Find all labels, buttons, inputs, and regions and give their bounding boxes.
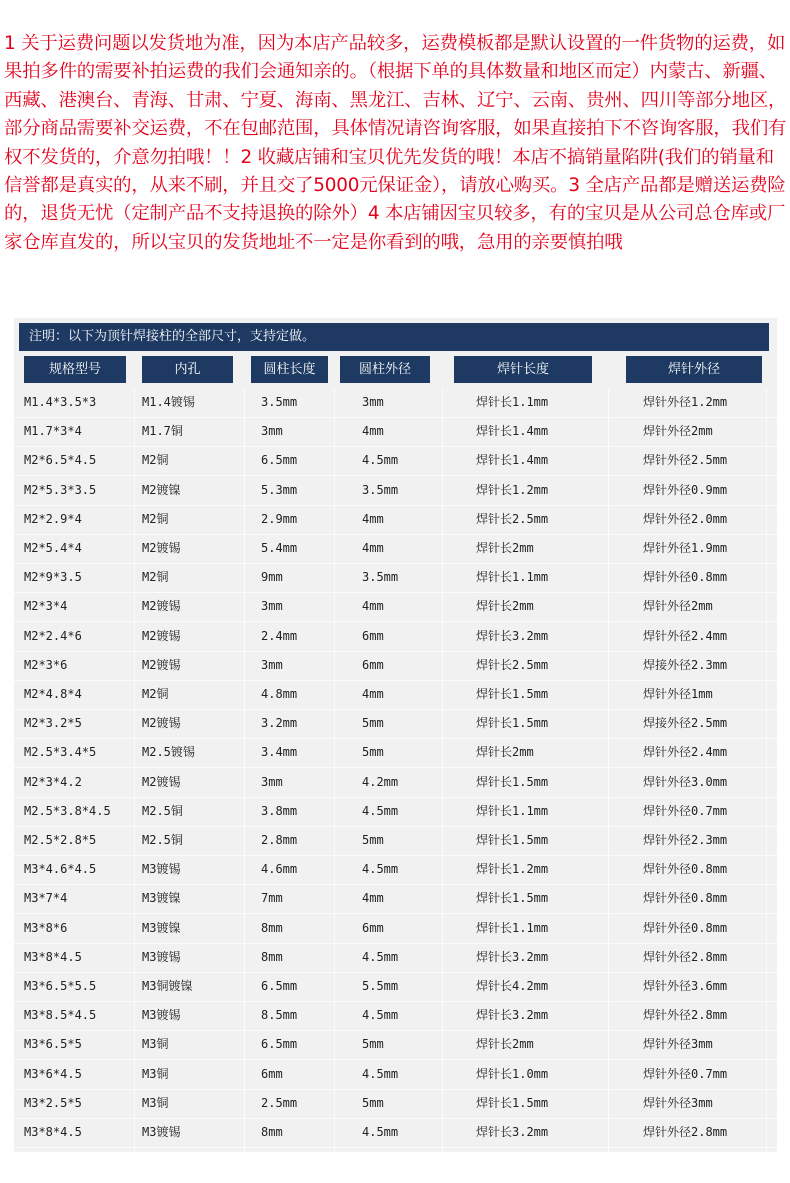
cell-pin-length: 焊针长1.5mm xyxy=(476,891,549,906)
cell-pin-length: 焊针长3.2mm xyxy=(476,1008,549,1023)
table-row xyxy=(14,826,777,856)
cell-pin-diameter: 焊针外径0.8mm xyxy=(643,570,728,585)
shipping-notice: 1 关于运费问题以发货地为准，因为本店产品较多，运费模板都是默认设置的一件货物的运费，如果拍多件的需要补拍运费的我们会通知亲的。（根据下单的具体数量和地区而定）内蒙古、新疆、西藏、港澳台、青海、甘肃、宁夏、海南、黑龙江、吉林、辽宁、云南、贵州、四川等部分地区，部分商品需要补交运费，不在包邮范围，具体情况请咨询客服，如果直接拍下不咨询客服，我们有权不发货的，介意勿拍哦！！2 收藏店铺和宝贝优先发货的哦！本店不搞销量陷阱(我们的销量和信誉都是真实的，从来不刷，并且交了5000元保证金），请放心购买。3 全店产品都是赠送运费险的，退货无忧（定制产品不支持退换的除外）4 本店铺因宝贝较多，有的宝贝是从公司总仓库或厂家仓库直发的，所以宝贝的发货地址不一定是你看到的哦，急用的亲要慎拍哦 xyxy=(4,33,787,253)
cell-pin-length: 焊针长4.2mm xyxy=(476,979,549,993)
cell-cylinder-length: 3.8mm xyxy=(261,803,298,818)
cell-model: M2*9*3.5 xyxy=(24,570,82,585)
cell-model: M1.4*3.5*3 xyxy=(24,395,97,409)
table-row xyxy=(14,972,777,1002)
table-row xyxy=(14,768,777,798)
cell-pin-length: 焊针长1.5mm xyxy=(476,716,549,731)
table-row xyxy=(14,1089,777,1119)
cell-pin-diameter: 焊针外径2.5mm xyxy=(643,453,728,468)
cell-cylinder-length: 4.8mm xyxy=(261,687,298,701)
cell-pin-length: 焊针长1.2mm xyxy=(476,862,549,877)
cell-inner-hole: M2铜 xyxy=(142,570,169,585)
cell-cylinder-length: 4.6mm xyxy=(261,862,298,877)
cell-pin-diameter: 焊针外径1mm xyxy=(643,687,713,701)
cell-pin-length: 焊针长1.1mm xyxy=(476,803,549,818)
cell-pin-length: 焊针长1.4mm xyxy=(476,424,549,439)
cell-cylinder-length: 2.5mm xyxy=(261,1095,298,1110)
cell-model: M3*6*4.5 xyxy=(24,1066,82,1081)
table-note-banner: 注明：以下为顶针焊接柱的全部尺寸，支持定做。 xyxy=(19,323,769,351)
cell-inner-hole: M2镀锡 xyxy=(142,774,181,789)
cell-model: M3*6.5*5 xyxy=(24,1037,82,1052)
cell-pin-diameter: 焊针外径2.4mm xyxy=(643,628,728,643)
cell-cylinder-diameter: 5mm xyxy=(362,745,384,760)
cell-pin-diameter: 焊针外径0.7mm xyxy=(643,803,728,818)
cell-model: M2*5.3*3.5 xyxy=(24,482,97,497)
cell-cylinder-diameter: 6mm xyxy=(362,628,384,643)
cell-pin-length: 焊针长1.1mm xyxy=(476,920,549,935)
cell-pin-length: 焊针长1.0mm xyxy=(476,1066,549,1081)
cell-inner-hole: M3镀镍 xyxy=(142,920,181,935)
cell-cylinder-length: 6mm xyxy=(261,1066,283,1081)
cell-cylinder-length: 7mm xyxy=(261,891,283,906)
cell-pin-diameter: 焊针外径0.8mm xyxy=(643,920,728,935)
cell-pin-length: 焊针长1.5mm xyxy=(476,833,549,847)
cell-model: M2*5.4*4 xyxy=(24,541,82,555)
cell-pin-diameter: 焊针外径2mm xyxy=(643,599,713,614)
cell-cylinder-diameter: 4mm xyxy=(362,687,384,701)
table-header xyxy=(14,356,777,383)
cell-pin-length: 焊针长3.2mm xyxy=(476,628,549,643)
cell-inner-hole: M1.4镀锡 xyxy=(142,395,195,409)
cell-pin-diameter: 焊针外径0.8mm xyxy=(643,862,728,877)
header-model: 规格型号 xyxy=(24,356,126,383)
cell-inner-hole: M2铜 xyxy=(142,511,169,526)
table-row xyxy=(14,388,777,418)
cell-model: M3*8*4.5 xyxy=(24,1125,82,1139)
cell-cylinder-length: 6.5mm xyxy=(261,1037,298,1052)
cell-cylinder-diameter: 3.5mm xyxy=(362,482,399,497)
table-row xyxy=(14,651,777,681)
cell-cylinder-diameter: 4.5mm xyxy=(362,862,399,877)
cell-inner-hole: M2.5镀锡 xyxy=(142,745,195,760)
cell-pin-diameter: 焊针外径3.0mm xyxy=(643,774,728,789)
table-row xyxy=(14,563,777,593)
table-row xyxy=(14,622,777,652)
cell-inner-hole: M3镀锡 xyxy=(142,949,181,964)
table-row xyxy=(14,1001,777,1031)
cell-model: M2*2.9*4 xyxy=(24,511,82,526)
cell-inner-hole: M3镀镍 xyxy=(142,891,181,906)
cell-cylinder-length: 2.4mm xyxy=(261,628,298,643)
cell-pin-diameter: 焊针外径1.9mm xyxy=(643,541,728,555)
cell-cylinder-length: 3mm xyxy=(261,657,283,672)
cell-inner-hole: M2铜 xyxy=(142,687,169,701)
table-row xyxy=(14,534,777,564)
cell-model: M2*3*4 xyxy=(24,599,68,614)
cell-pin-length: 焊针长3.2mm xyxy=(476,1125,549,1139)
cell-cylinder-length: 6.5mm xyxy=(261,979,298,993)
cell-model: M2*3*4.2 xyxy=(24,774,82,789)
cell-inner-hole: M2镀锡 xyxy=(142,599,181,614)
table-row xyxy=(14,709,777,739)
cell-model: M2.5*2.8*5 xyxy=(24,833,97,847)
cell-pin-diameter: 焊针外径3mm xyxy=(643,1095,713,1110)
cell-pin-length: 焊针长1.5mm xyxy=(476,687,549,701)
cell-pin-diameter: 焊针外径2.4mm xyxy=(643,745,728,760)
cell-model: M3*8*6 xyxy=(24,920,68,935)
cell-cylinder-length: 3mm xyxy=(261,424,283,439)
cell-pin-diameter: 焊针外径2mm xyxy=(643,424,713,439)
table-row xyxy=(14,446,777,476)
cell-model: M2.5*3.8*4.5 xyxy=(24,803,111,818)
cell-model: M2*4.8*4 xyxy=(24,687,82,701)
cell-cylinder-diameter: 4mm xyxy=(362,541,384,555)
cell-pin-diameter: 焊针外径2.8mm xyxy=(643,1008,728,1023)
cell-cylinder-length: 2.9mm xyxy=(261,511,298,526)
header-pin-diameter: 焊针外径 xyxy=(626,356,762,383)
cell-model: M2*3.2*5 xyxy=(24,716,82,731)
cell-cylinder-diameter: 5mm xyxy=(362,1037,384,1052)
cell-pin-length: 焊针长1.1mm xyxy=(476,395,549,409)
cell-cylinder-length: 8mm xyxy=(261,949,283,964)
cell-pin-diameter: 焊针外径3.6mm xyxy=(643,979,728,993)
cell-cylinder-length: 3.2mm xyxy=(261,716,298,731)
cell-inner-hole: M2镀锡 xyxy=(142,716,181,731)
table-row xyxy=(14,505,777,535)
cell-cylinder-diameter: 4mm xyxy=(362,599,384,614)
cell-inner-hole: M1.7铜 xyxy=(142,424,183,439)
cell-model: M2*6.5*4.5 xyxy=(24,453,97,468)
cell-cylinder-length: 3mm xyxy=(261,599,283,614)
cell-pin-diameter: 焊接外径2.3mm xyxy=(643,657,728,672)
cell-cylinder-diameter: 6mm xyxy=(362,657,384,672)
table-row xyxy=(14,884,777,914)
cell-cylinder-diameter: 4mm xyxy=(362,424,384,439)
cell-cylinder-diameter: 4.5mm xyxy=(362,453,399,468)
cell-inner-hole: M3铜 xyxy=(142,1095,169,1110)
header-cylinder-diameter: 圆柱外径 xyxy=(340,356,430,383)
table-row xyxy=(14,1118,777,1148)
cell-model: M2*2.4*6 xyxy=(24,628,82,643)
cell-pin-length: 焊针长1.5mm xyxy=(476,1095,549,1110)
table-row xyxy=(14,680,777,710)
cell-pin-length: 焊针长1.2mm xyxy=(476,482,549,497)
cell-cylinder-length: 5.3mm xyxy=(261,482,298,497)
table-row xyxy=(14,1030,777,1060)
cell-cylinder-length: 3.4mm xyxy=(261,745,298,760)
cell-inner-hole: M2.5铜 xyxy=(142,833,183,847)
cell-cylinder-length: 3.5mm xyxy=(261,395,298,409)
cell-cylinder-diameter: 4.5mm xyxy=(362,949,399,964)
cell-pin-diameter: 焊针外径2.3mm xyxy=(643,833,728,847)
cell-cylinder-length: 8mm xyxy=(261,1125,283,1139)
cell-pin-length: 焊针长2mm xyxy=(476,541,534,555)
cell-model: M3*2.5*5 xyxy=(24,1095,82,1110)
cell-cylinder-diameter: 3mm xyxy=(362,395,384,409)
cell-cylinder-diameter: 4mm xyxy=(362,511,384,526)
cell-inner-hole: M3镀锡 xyxy=(142,1008,181,1023)
cell-model: M2.5*3.4*5 xyxy=(24,745,97,760)
cell-cylinder-diameter: 4.5mm xyxy=(362,803,399,818)
cell-cylinder-diameter: 4.5mm xyxy=(362,1125,399,1139)
cell-cylinder-diameter: 6mm xyxy=(362,920,384,935)
cell-inner-hole: M2镀锡 xyxy=(142,541,181,555)
table-row xyxy=(14,738,777,768)
table-row xyxy=(14,592,777,622)
cell-pin-length: 焊针长1.4mm xyxy=(476,453,549,468)
cell-cylinder-length: 5.4mm xyxy=(261,541,298,555)
table-row xyxy=(14,797,777,827)
table-row xyxy=(14,1060,777,1090)
cell-pin-length: 焊针长2mm xyxy=(476,745,534,760)
cell-cylinder-diameter: 4mm xyxy=(362,891,384,906)
cell-pin-diameter: 焊针外径2.8mm xyxy=(643,1125,728,1139)
cell-inner-hole: M2镀镍 xyxy=(142,482,181,497)
table-row xyxy=(14,417,777,447)
table-row xyxy=(14,914,777,944)
cell-cylinder-diameter: 5mm xyxy=(362,1095,384,1110)
cell-cylinder-length: 8.5mm xyxy=(261,1008,298,1023)
cell-inner-hole: M2镀锡 xyxy=(142,628,181,643)
table-row xyxy=(14,943,777,973)
cell-pin-length: 焊针长2mm xyxy=(476,1037,534,1052)
cell-cylinder-diameter: 5.5mm xyxy=(362,979,399,993)
cell-model: M3*7*4 xyxy=(24,891,68,906)
size-table xyxy=(14,318,777,1152)
cell-cylinder-length: 6.5mm xyxy=(261,453,298,468)
header-inner-hole: 内孔 xyxy=(142,356,233,383)
cell-inner-hole: M2铜 xyxy=(142,453,169,468)
cell-pin-diameter: 焊针外径0.7mm xyxy=(643,1066,728,1081)
cell-cylinder-length: 8mm xyxy=(261,920,283,935)
cell-model: M3*8.5*4.5 xyxy=(24,1008,97,1023)
cell-cylinder-diameter: 5mm xyxy=(362,716,384,731)
cell-pin-length: 焊针长1.5mm xyxy=(476,774,549,789)
cell-cylinder-diameter: 4.2mm xyxy=(362,774,399,789)
cell-model: M2*3*6 xyxy=(24,657,68,672)
cell-pin-length: 焊针长2.5mm xyxy=(476,657,549,672)
cell-inner-hole: M2.5铜 xyxy=(142,803,183,818)
header-cylinder-length: 圆柱长度 xyxy=(251,356,328,383)
cell-inner-hole: M3镀锡 xyxy=(142,862,181,877)
cell-model: M3*6.5*5.5 xyxy=(24,979,97,993)
cell-pin-diameter: 焊接外径2.5mm xyxy=(643,716,728,731)
cell-pin-diameter: 焊针外径0.9mm xyxy=(643,482,728,497)
cell-inner-hole: M3铜镀镍 xyxy=(142,979,193,993)
cell-inner-hole: M2镀锡 xyxy=(142,657,181,672)
cell-cylinder-diameter: 3.5mm xyxy=(362,570,399,585)
cell-inner-hole: M3铜 xyxy=(142,1037,169,1052)
cell-cylinder-length: 9mm xyxy=(261,570,283,585)
cell-pin-diameter: 焊针外径0.8mm xyxy=(643,891,728,906)
header-pin-length: 焊针长度 xyxy=(454,356,592,383)
cell-pin-diameter: 焊针外径2.8mm xyxy=(643,949,728,964)
cell-pin-length: 焊针长2mm xyxy=(476,599,534,614)
cell-pin-diameter: 焊针外径2.0mm xyxy=(643,511,728,526)
cell-model: M3*4.6*4.5 xyxy=(24,862,97,877)
cell-pin-length: 焊针长2.5mm xyxy=(476,511,549,526)
cell-cylinder-diameter: 4.5mm xyxy=(362,1066,399,1081)
cell-cylinder-diameter: 5mm xyxy=(362,833,384,847)
cell-cylinder-diameter: 4.5mm xyxy=(362,1008,399,1023)
table-row xyxy=(14,476,777,506)
cell-cylinder-length: 2.8mm xyxy=(261,833,298,847)
cell-pin-length: 焊针长3.2mm xyxy=(476,949,549,964)
table-row xyxy=(14,855,777,885)
cell-pin-diameter: 焊针外径3mm xyxy=(643,1037,713,1052)
cell-cylinder-length: 3mm xyxy=(261,774,283,789)
cell-inner-hole: M3铜 xyxy=(142,1066,169,1081)
cell-inner-hole: M3镀锡 xyxy=(142,1125,181,1139)
cell-model: M1.7*3*4 xyxy=(24,424,82,439)
cell-pin-diameter: 焊针外径1.2mm xyxy=(643,395,728,409)
cell-model: M3*8*4.5 xyxy=(24,949,82,964)
cell-pin-length: 焊针长1.1mm xyxy=(476,570,549,585)
